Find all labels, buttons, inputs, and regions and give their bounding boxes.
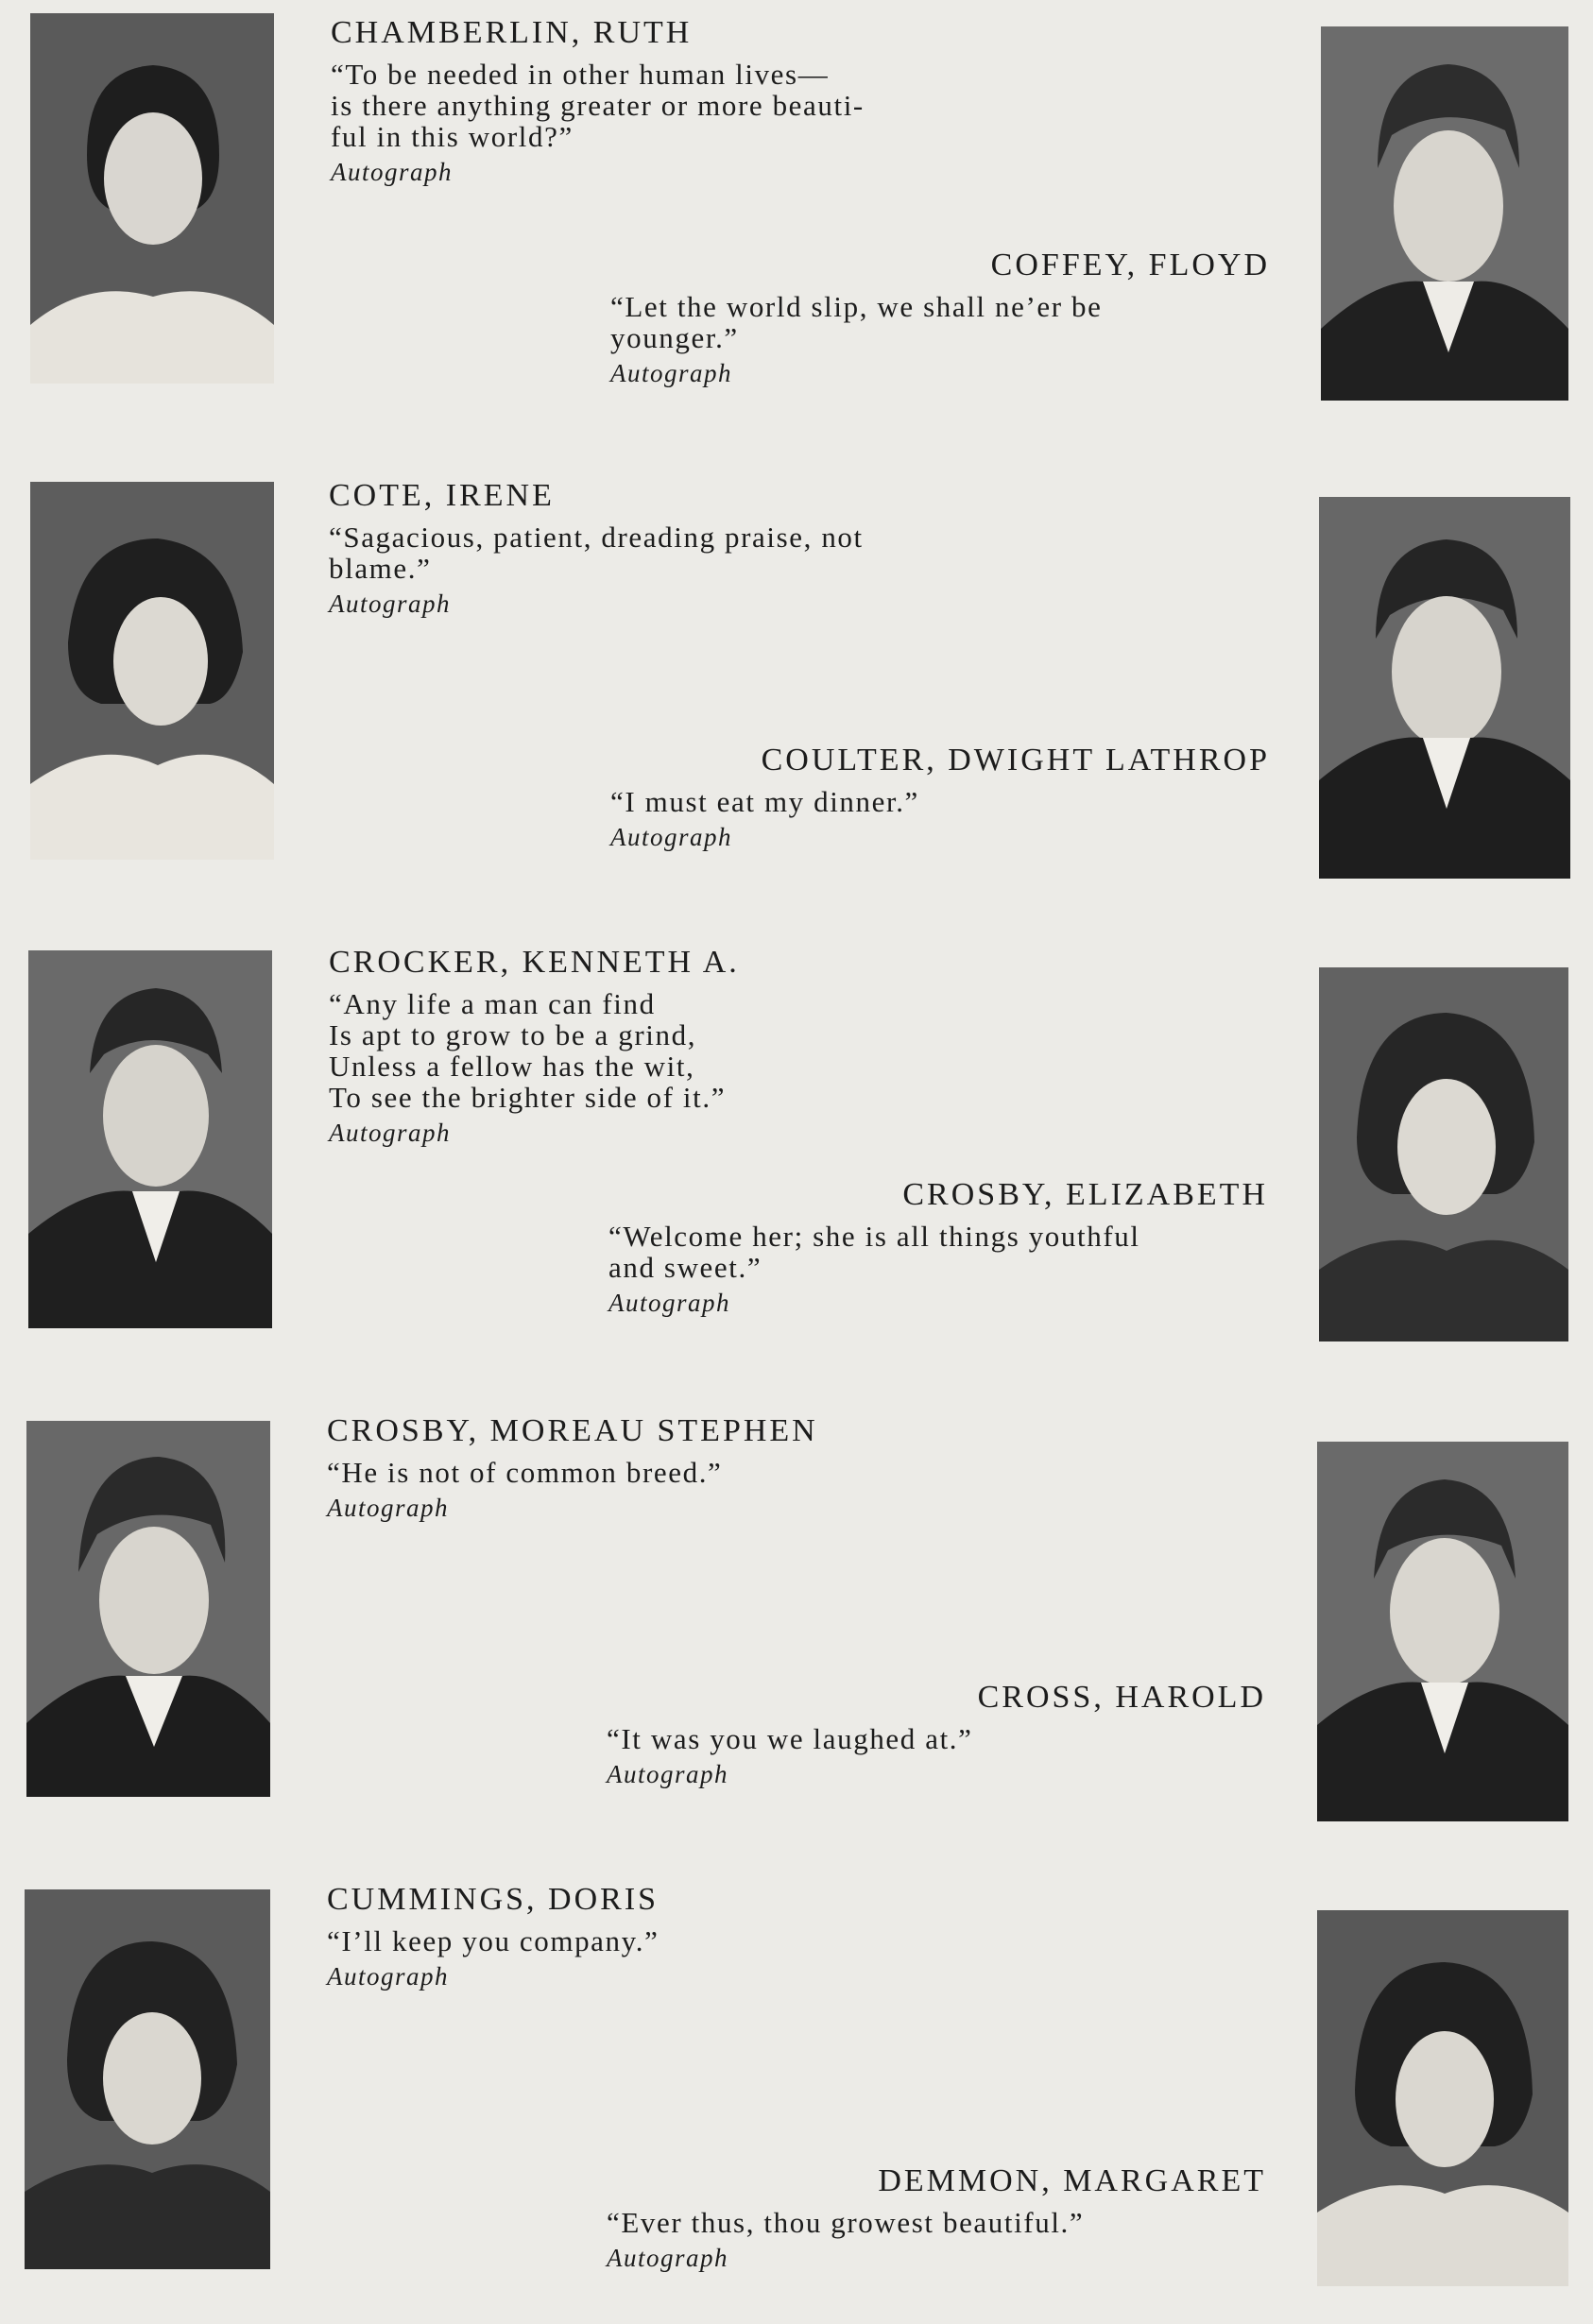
entry-coffey-floyd bbox=[610, 248, 1270, 388]
student-name: CROSBY, ELIZABETH bbox=[902, 1177, 1268, 1212]
student-name: CROSS, HAROLD bbox=[977, 1680, 1266, 1715]
portrait-photo-chamberlin-ruth bbox=[30, 13, 274, 384]
quote-line: “Sagacious, patient, dreading praise, not bbox=[329, 521, 864, 554]
student-quote bbox=[327, 1457, 988, 1488]
quote-line: “Let the world slip, we shall ne’er be bbox=[610, 290, 1103, 323]
autograph-label: Autograph bbox=[331, 158, 454, 186]
autograph-label: Autograph bbox=[607, 1760, 729, 1788]
student-quote bbox=[610, 291, 1270, 353]
entry-crosby-moreau bbox=[327, 1413, 988, 1523]
student-quote bbox=[610, 786, 1270, 817]
entry-cummings-doris bbox=[327, 1882, 988, 1991]
entry-demmon-margaret bbox=[607, 2163, 1266, 2273]
student-name: CROCKER, KENNETH A. bbox=[329, 945, 740, 980]
autograph-label: Autograph bbox=[610, 823, 733, 851]
entry-cross-harold bbox=[607, 1680, 1266, 1789]
entry-chamberlin-ruth bbox=[331, 15, 985, 187]
entry-crocker-kenneth bbox=[329, 945, 990, 1148]
quote-line: Is apt to grow to be a grind, bbox=[329, 1018, 697, 1051]
autograph-label: Autograph bbox=[608, 1289, 731, 1317]
student-quote bbox=[329, 988, 990, 1113]
student-name: COFFEY, FLOYD bbox=[990, 248, 1270, 282]
autograph-label: Autograph bbox=[327, 1494, 450, 1522]
quote-line: “To be needed in other human lives— bbox=[331, 58, 830, 91]
quote-line: Unless a fellow has the wit, bbox=[329, 1050, 695, 1083]
portrait-photo-cross-harold bbox=[1317, 1442, 1568, 1821]
student-quote bbox=[607, 2207, 1266, 2238]
autograph-label: Autograph bbox=[610, 359, 733, 387]
portrait-photo-coffey-floyd bbox=[1321, 26, 1568, 401]
quote-line: “Ever thus, thou growest beautiful.” bbox=[607, 2206, 1085, 2239]
portrait-photo-crosby-elizabeth bbox=[1319, 967, 1568, 1341]
autograph-label: Autograph bbox=[329, 1119, 452, 1147]
student-name: CROSBY, MOREAU STEPHEN bbox=[327, 1413, 818, 1448]
student-name: DEMMON, MARGARET bbox=[878, 2163, 1266, 2198]
portrait-photo-coulter-dwight bbox=[1319, 497, 1570, 879]
quote-line: “I must eat my dinner.” bbox=[610, 785, 919, 818]
student-name: CHAMBERLIN, RUTH bbox=[331, 15, 693, 50]
quote-line: “Any life a man can find bbox=[329, 987, 656, 1020]
quote-line: “He is not of common breed.” bbox=[327, 1456, 723, 1489]
quote-line: blame.” bbox=[329, 552, 432, 585]
student-name: COULTER, DWIGHT LATHROP bbox=[761, 743, 1270, 778]
portrait-photo-cummings-doris bbox=[25, 1889, 270, 2269]
quote-line: To see the brighter side of it.” bbox=[329, 1081, 727, 1114]
entry-crosby-elizabeth bbox=[608, 1177, 1268, 1318]
entry-cote-irene bbox=[329, 478, 986, 619]
quote-line: younger.” bbox=[610, 321, 739, 354]
student-quote bbox=[331, 59, 985, 152]
quote-line: “Welcome her; she is all things youthful bbox=[608, 1220, 1140, 1253]
autograph-label: Autograph bbox=[327, 1962, 450, 1991]
portrait-photo-demmon-margaret bbox=[1317, 1910, 1568, 2286]
quote-line: ful in this world?” bbox=[331, 120, 574, 153]
portrait-photo-crocker-kenneth bbox=[28, 950, 272, 1328]
autograph-label: Autograph bbox=[607, 2244, 729, 2272]
autograph-label: Autograph bbox=[329, 590, 452, 618]
portrait-photo-cote-irene bbox=[30, 482, 274, 860]
student-name: COTE, IRENE bbox=[329, 478, 555, 513]
quote-line: “It was you we laughed at.” bbox=[607, 1722, 973, 1755]
quote-line: is there anything greater or more beauti- bbox=[331, 89, 865, 122]
quote-line: “I’ll keep you company.” bbox=[327, 1924, 659, 1957]
student-quote bbox=[327, 1925, 988, 1957]
quote-line: and sweet.” bbox=[608, 1251, 762, 1284]
student-quote bbox=[607, 1723, 1266, 1754]
entry-coulter-dwight bbox=[610, 743, 1270, 852]
student-quote bbox=[608, 1221, 1268, 1283]
student-quote bbox=[329, 521, 986, 584]
student-name: CUMMINGS, DORIS bbox=[327, 1882, 659, 1917]
portrait-photo-crosby-moreau bbox=[26, 1421, 270, 1797]
